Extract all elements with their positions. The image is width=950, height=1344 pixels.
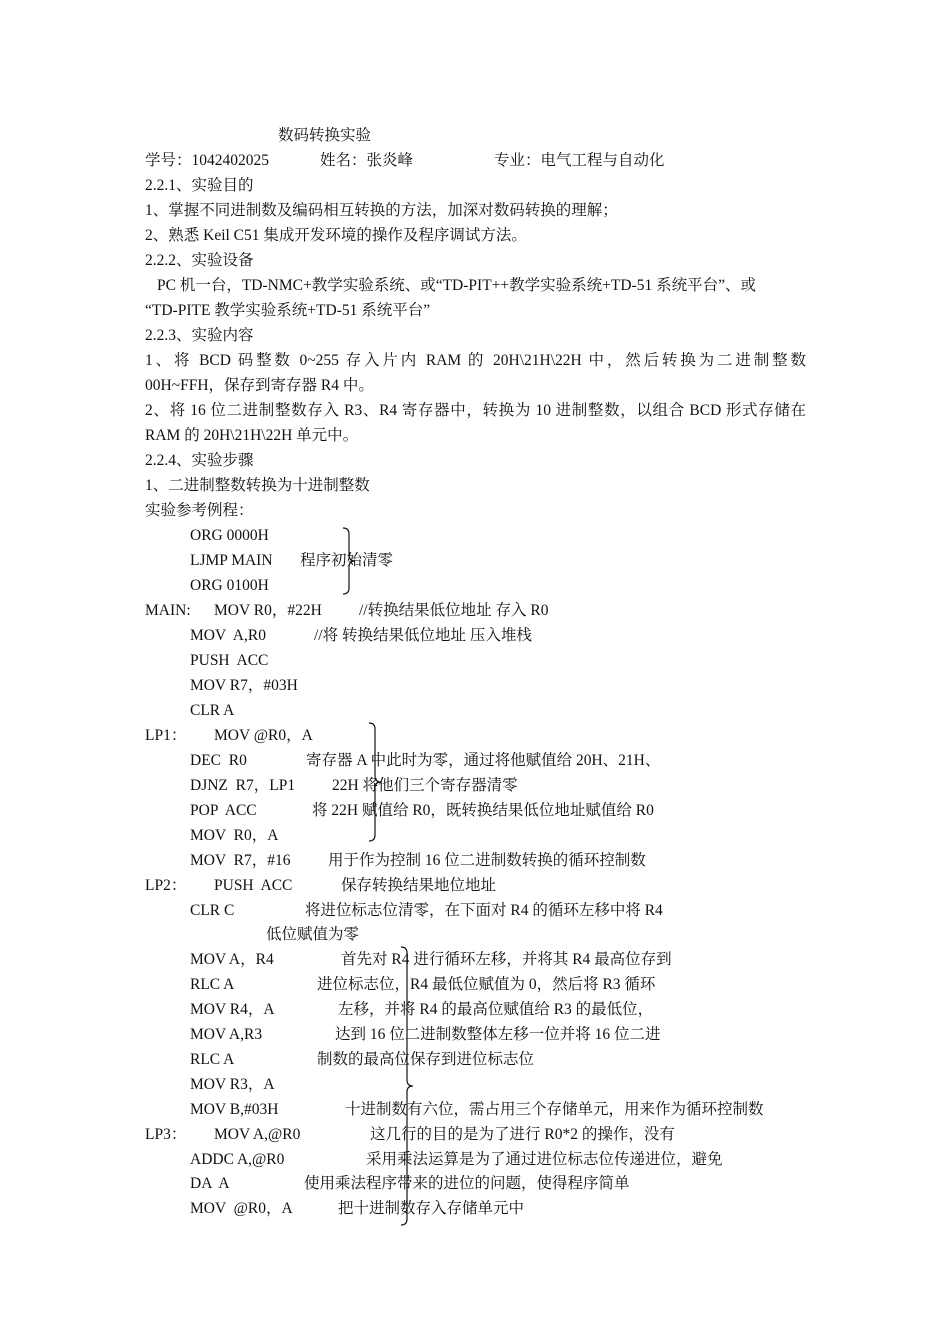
code-line: MOV R7，#16	[190, 852, 291, 869]
code-comment: 首先对 R4 进行循环左移，并将其 R4 最高位存到	[341, 951, 672, 968]
code-line: MOV R4，A	[190, 1001, 275, 1018]
code-line: PUSH ACC	[214, 877, 293, 894]
code-line: LJMP MAIN	[190, 552, 273, 569]
code-line: ORG 0100H	[190, 577, 269, 594]
code-comment: 将 22H 赋值给 R0，既转换结果低位地址赋值给 R0	[312, 802, 654, 819]
code-line: CLR C	[190, 902, 235, 919]
content-item-1-line-1: 1、将 BCD 码整数 0~255 存入片内 RAM 的 20H\21H\22H 中，然后转换为二进制整数	[145, 352, 806, 369]
code-comment: 达到 16 位二进制数整体左移一位并将 16 位二进	[335, 1026, 661, 1043]
code-line: ADDC A,@R0	[190, 1151, 285, 1168]
code-line: PUSH ACC	[190, 652, 269, 669]
section-heading-equipment: 2.2.2、实验设备	[145, 252, 254, 269]
code-line: RLC A	[190, 976, 235, 993]
code-comment: 用于作为控制 16 位二进制数转换的循环控制数	[328, 852, 646, 869]
code-line: MOV @R0，A	[190, 1200, 293, 1217]
code-comment: //转换结果低位地址 存入 R0	[359, 602, 549, 619]
code-line: POP ACC	[190, 802, 257, 819]
code-comment: 十进制数有六位，需占用三个存储单元，用来作为循环控制数	[345, 1101, 764, 1118]
code-line: CLR A	[190, 702, 235, 719]
student-name: 姓名：张炎峰	[320, 152, 414, 169]
content-item-2-line-2: RAM 的 20H\21H\22H 单元中。	[145, 427, 359, 444]
section-heading-steps: 2.2.4、实验步骤	[145, 452, 254, 469]
content-item-1-line-2: 00H~FFH，保存到寄存器 R4 中。	[145, 377, 374, 394]
code-line: MOV A,R0	[190, 627, 266, 644]
code-line: DA A	[190, 1175, 230, 1192]
code-comment: 寄存器 A 中此时为零，通过将他赋值给 20H、21H、	[306, 752, 661, 769]
code-comment: 程序初始清零	[300, 552, 394, 569]
right-brace-icon	[340, 526, 360, 596]
code-label: LP1：	[145, 727, 187, 744]
steps-item-1: 1、二进制整数转换为十进制整数	[145, 477, 370, 494]
code-comment: 这几行的目的是为了进行 R0*2 的操作，没有	[370, 1126, 675, 1143]
code-comment: 左移，并将 R4 的最高位赋值给 R3 的最低位，	[338, 1001, 654, 1018]
code-comment: 制数的最高位保存到进位标志位	[317, 1051, 535, 1068]
code-label: LP2：	[145, 877, 187, 894]
equipment-line-2: “TD-PITE 教学实验系统+TD-51 系统平台”	[145, 302, 431, 319]
page-title: 数码转换实验	[278, 127, 372, 144]
right-brace-icon	[398, 945, 418, 1227]
code-comment: 把十进制数存入存储单元中	[338, 1200, 525, 1217]
code-label: LP3：	[145, 1126, 187, 1143]
code-line: MOV R0，A	[190, 827, 279, 844]
code-comment: 采用乘法运算是为了通过进位标志位传递进位，避免	[366, 1151, 723, 1168]
code-line: MOV R7，#03H	[190, 677, 298, 694]
code-line: ORG 0000H	[190, 527, 269, 544]
code-line: MOV R0，#22H	[214, 602, 322, 619]
code-comment: //将 转换结果低位地址 压入堆栈	[314, 627, 532, 644]
code-line: MOV A,@R0	[214, 1126, 301, 1143]
code-comment: 进位标志位，R4 最低位赋值为 0，然后将 R3 循环	[317, 976, 656, 993]
section-heading-purpose: 2.2.1、实验目的	[145, 177, 254, 194]
equipment-line-1: PC 机一台，TD-NMC+教学实验系统、或“TD-PIT++教学实验系统+TD-51 系统平台”、或	[157, 277, 756, 294]
code-line: MOV A,R3	[190, 1026, 263, 1043]
code-comment: 低位赋值为零	[266, 926, 360, 943]
code-line: MOV R3，A	[190, 1076, 275, 1093]
purpose-item-2: 2、熟悉 Keil C51 集成开发环境的操作及程序调试方法。	[145, 227, 527, 244]
right-brace-icon	[366, 721, 386, 843]
code-line: MOV A，R4	[190, 951, 274, 968]
content-item-2-line-1: 2、将 16 位二进制整数存入 R3、R4 寄存器中，转换为 10 进制整数，以组合 BCD 形式存储在	[145, 402, 806, 419]
code-label: MAIN:	[145, 602, 191, 619]
code-line: MOV @R0，A	[214, 727, 313, 744]
code-line: DEC R0	[190, 752, 247, 769]
student-id: 学号：1042402025	[145, 152, 270, 169]
code-line: RLC A	[190, 1051, 235, 1068]
steps-example-label: 实验参考例程：	[145, 502, 254, 519]
code-comment: 将进位标志位清零，在下面对 R4 的循环左移中将 R4	[305, 902, 663, 919]
code-comment: 使用乘法程序带来的进位的问题，使得程序简单	[304, 1175, 630, 1192]
code-line: MOV B,#03H	[190, 1101, 279, 1118]
code-line: DJNZ R7，LP1	[190, 777, 296, 794]
code-comment: 保存转换结果地位地址	[341, 877, 497, 894]
purpose-item-1: 1、掌握不同进制数及编码相互转换的方法，加深对数码转换的理解；	[145, 202, 618, 219]
code-comment: 22H 将他们三个寄存器清零	[332, 777, 518, 794]
student-major: 专业：电气工程与自动化	[494, 152, 665, 169]
section-heading-content: 2.2.3、实验内容	[145, 327, 254, 344]
